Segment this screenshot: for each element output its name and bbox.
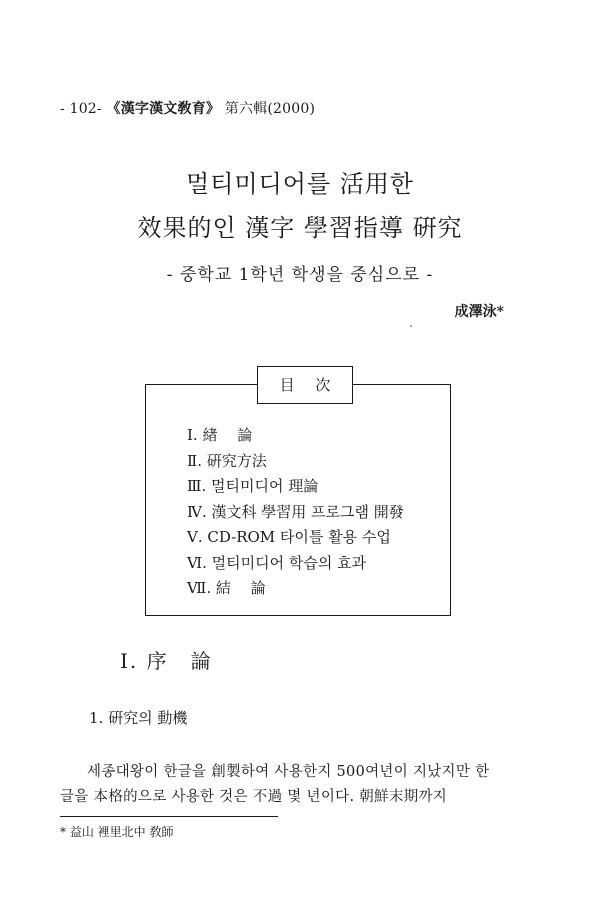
footnote-divider <box>60 816 278 817</box>
table-of-contents-list <box>187 423 404 602</box>
table-of-contents-label: 目 次 <box>257 366 353 404</box>
issue-number: 第六輯(2000) <box>224 101 316 117</box>
page-number: - 102- <box>60 101 102 117</box>
toc-item-3: Ⅲ. 멀티미디어 理論 <box>187 477 319 495</box>
scan-speck <box>410 325 412 327</box>
toc-item-2: Ⅱ. 硏究方法 <box>187 451 267 470</box>
title-line-2: 效果的인 漢字 學習指導 硏究 <box>137 214 463 242</box>
body-line-2: 글을 本格的으로 사용한 것은 不過 몇 년이다. 朝鮮末期까지 <box>60 789 448 805</box>
toc-item-5: Ⅴ. CD-ROM 타이틀 활용 수업 <box>187 528 391 546</box>
toc-item-6: Ⅵ. 멀티미디어 학습의 효과 <box>187 553 367 572</box>
running-header <box>60 98 315 118</box>
journal-name: 《漢字漢文敎育》 <box>106 101 221 117</box>
author-name: 成澤泳* <box>454 304 504 320</box>
toc-item-1: Ⅰ. 緖 論 <box>187 426 253 444</box>
body-line-1: 세종대왕이 한글을 創製하여 사용한지 500여년이 지났지만 한 <box>87 764 490 780</box>
body-paragraph <box>60 760 530 810</box>
section-heading: Ⅰ. 序 論 <box>120 649 213 673</box>
toc-item-7: Ⅶ. 結 論 <box>187 579 266 597</box>
title-line-1: 멀티미디어를 活用한 <box>186 170 414 198</box>
subtitle: - 중학교 1학년 학생을 중심으로 - <box>166 265 434 285</box>
subsection-heading: 1. 硏究의 動機 <box>89 709 188 727</box>
toc-item-4: Ⅳ. 漢文科 學習用 프로그램 開發 <box>187 502 404 521</box>
footnote: * 益山 裡里北中 敎師 <box>60 825 174 839</box>
